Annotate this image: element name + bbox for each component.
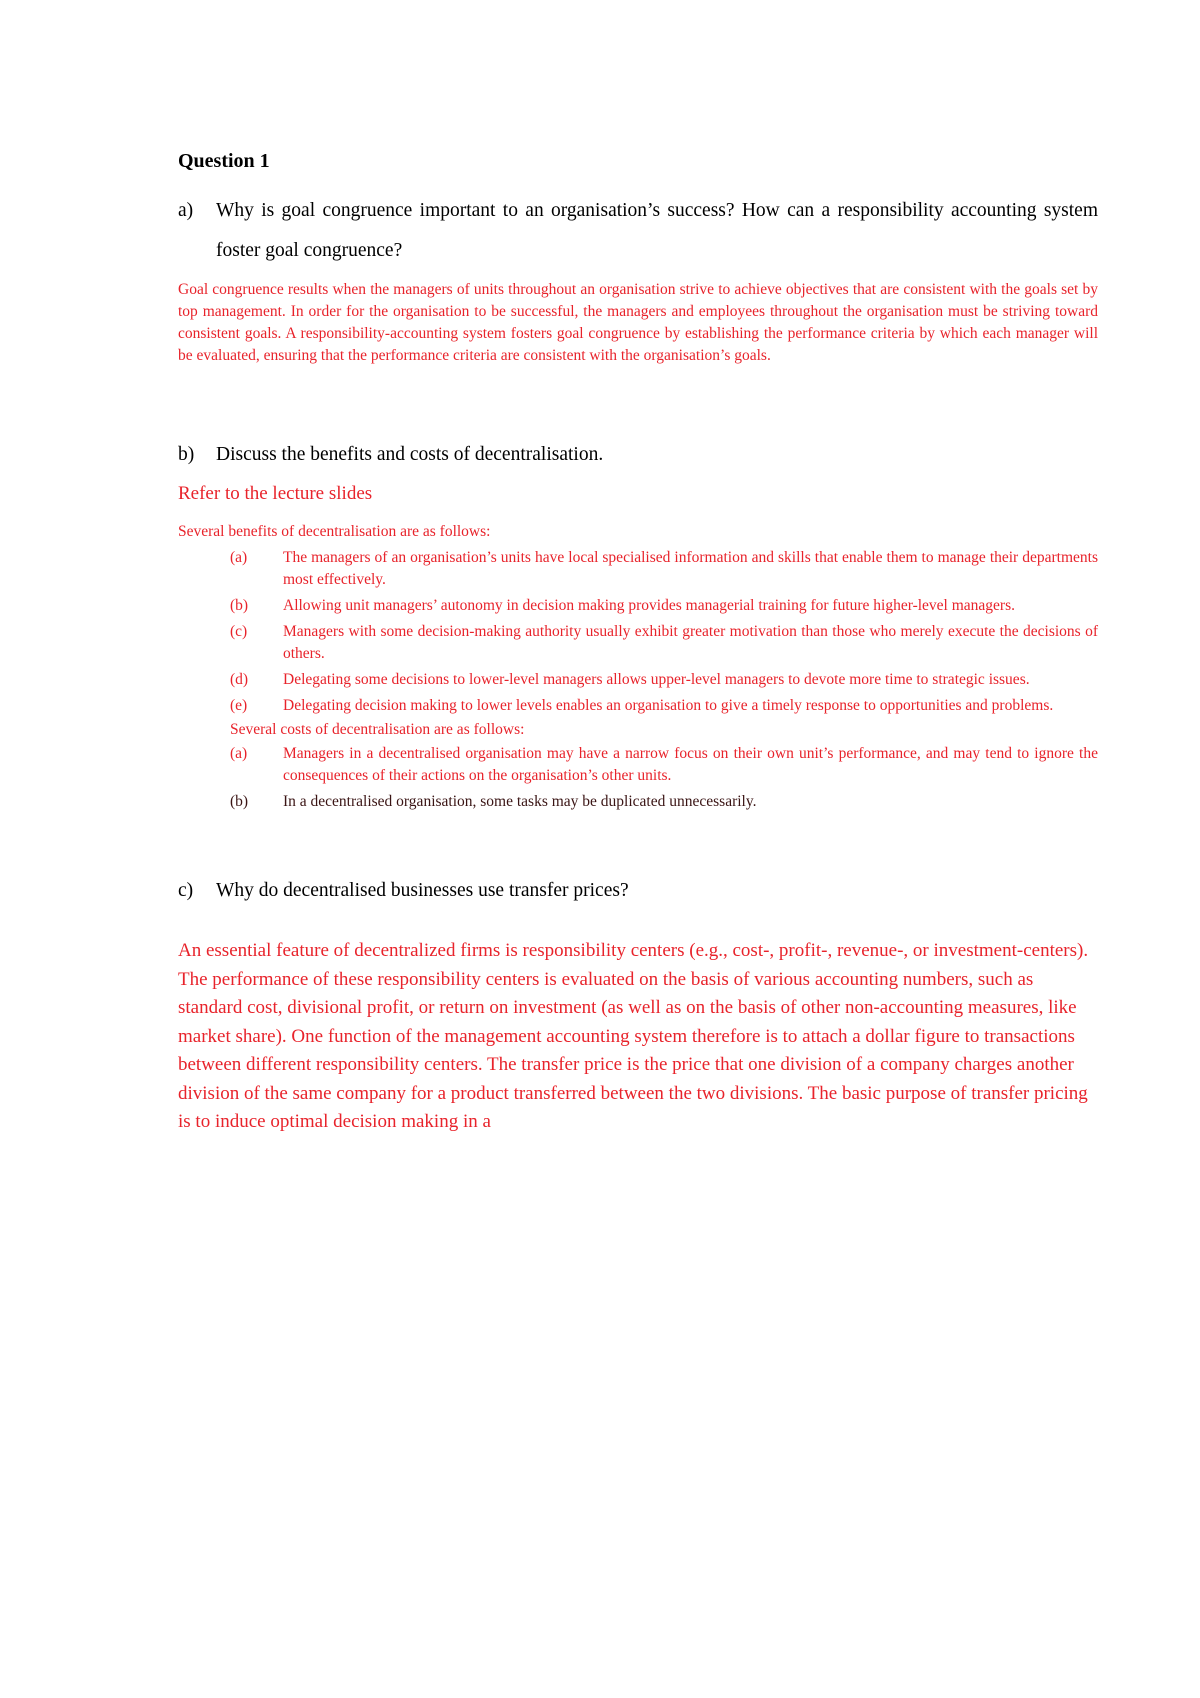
list-item: (a) The managers of an organisation’s units have local specialised information and skills that enable them to manage their departments most effectively. [230,549,1098,588]
list-item: (d) Delegating some decisions to lower-level managers allows upper-level managers to devote more time to strategic issues. [230,671,1030,688]
list-item: (e) Delegating decision making to lower levels enables an organisation to give a timely response to opportunities and problems. [230,697,1054,714]
part-c-label: c) [178,880,194,901]
part-c-question-text: Why do decentralised businesses use transfer prices? [216,880,629,901]
part-a-answer: Goal congruence results when the managers of units throughout an organisation strive to achieve objectives that are consistent with the goals set by top management. In order for the organisation to be successful, the managers and employees throughout the organisation must be striving toward consistent goals. A responsibility-accounting system fosters goal congruence by establishing the performance criteria by which each manager will be evaluated, ensuring that the performance criteria are consistent with the organisation’s goals. [178,281,1098,364]
benefits-list [178,547,1098,717]
list-item: (b) In a decentralised organisation, some tasks may be duplicated unnecessarily. [230,793,757,810]
benefits-lead: Several benefits of decentralisation are as follows: [178,523,491,540]
document-body [178,150,1098,1137]
refer-note: Refer to the lecture slides [178,483,373,504]
costs-list [178,743,1098,813]
part-c-answer: An essential feature of decentralized firms is responsibility centers (e.g., cost-, profit-, revenue-, or investment-centers). The performance of these responsibility centers is evaluated on the basis of various accounting numbers, such as standard cost, divisional profit, or return on investment (as well as on the basis of other non-accounting measures, like market share). One function of the management accounting system therefore is to attach a dollar figure to transactions between different responsibility centers. The transfer price is the price that one division of a company charges another division of the same company for a product transferred between the two divisions. The basic purpose of transfer pricing is to induce optimal decision making in a [178,940,1089,1132]
list-item: (c) Managers with some decision-making authority usually exhibit greater motivation than those who merely execute the decisions of others. [230,623,1098,662]
part-b-question [178,435,1098,475]
part-a-question [178,191,1098,271]
list-item: (a) Managers in a decentralised organisation may have a narrow focus on their own unit’s performance, and may tend to ignore the consequences of their actions on the organisation’s other units. [230,745,1098,784]
list-item: (b) Allowing unit managers’ autonomy in decision making provides managerial training for future higher-level managers. [230,597,1015,614]
costs-lead: Several costs of decentralisation are as follows: [230,721,525,738]
part-c-question [178,871,1098,911]
question-title: Question 1 [178,150,270,172]
part-b-label: b) [178,444,195,465]
part-a-label: a) [178,200,194,221]
part-a-question-text: Why is goal congruence important to an organisation’s success? How can a responsibility accounting system foster goal congruence? [216,200,1098,261]
part-b-question-text: Discuss the benefits and costs of decentralisation. [216,444,604,465]
